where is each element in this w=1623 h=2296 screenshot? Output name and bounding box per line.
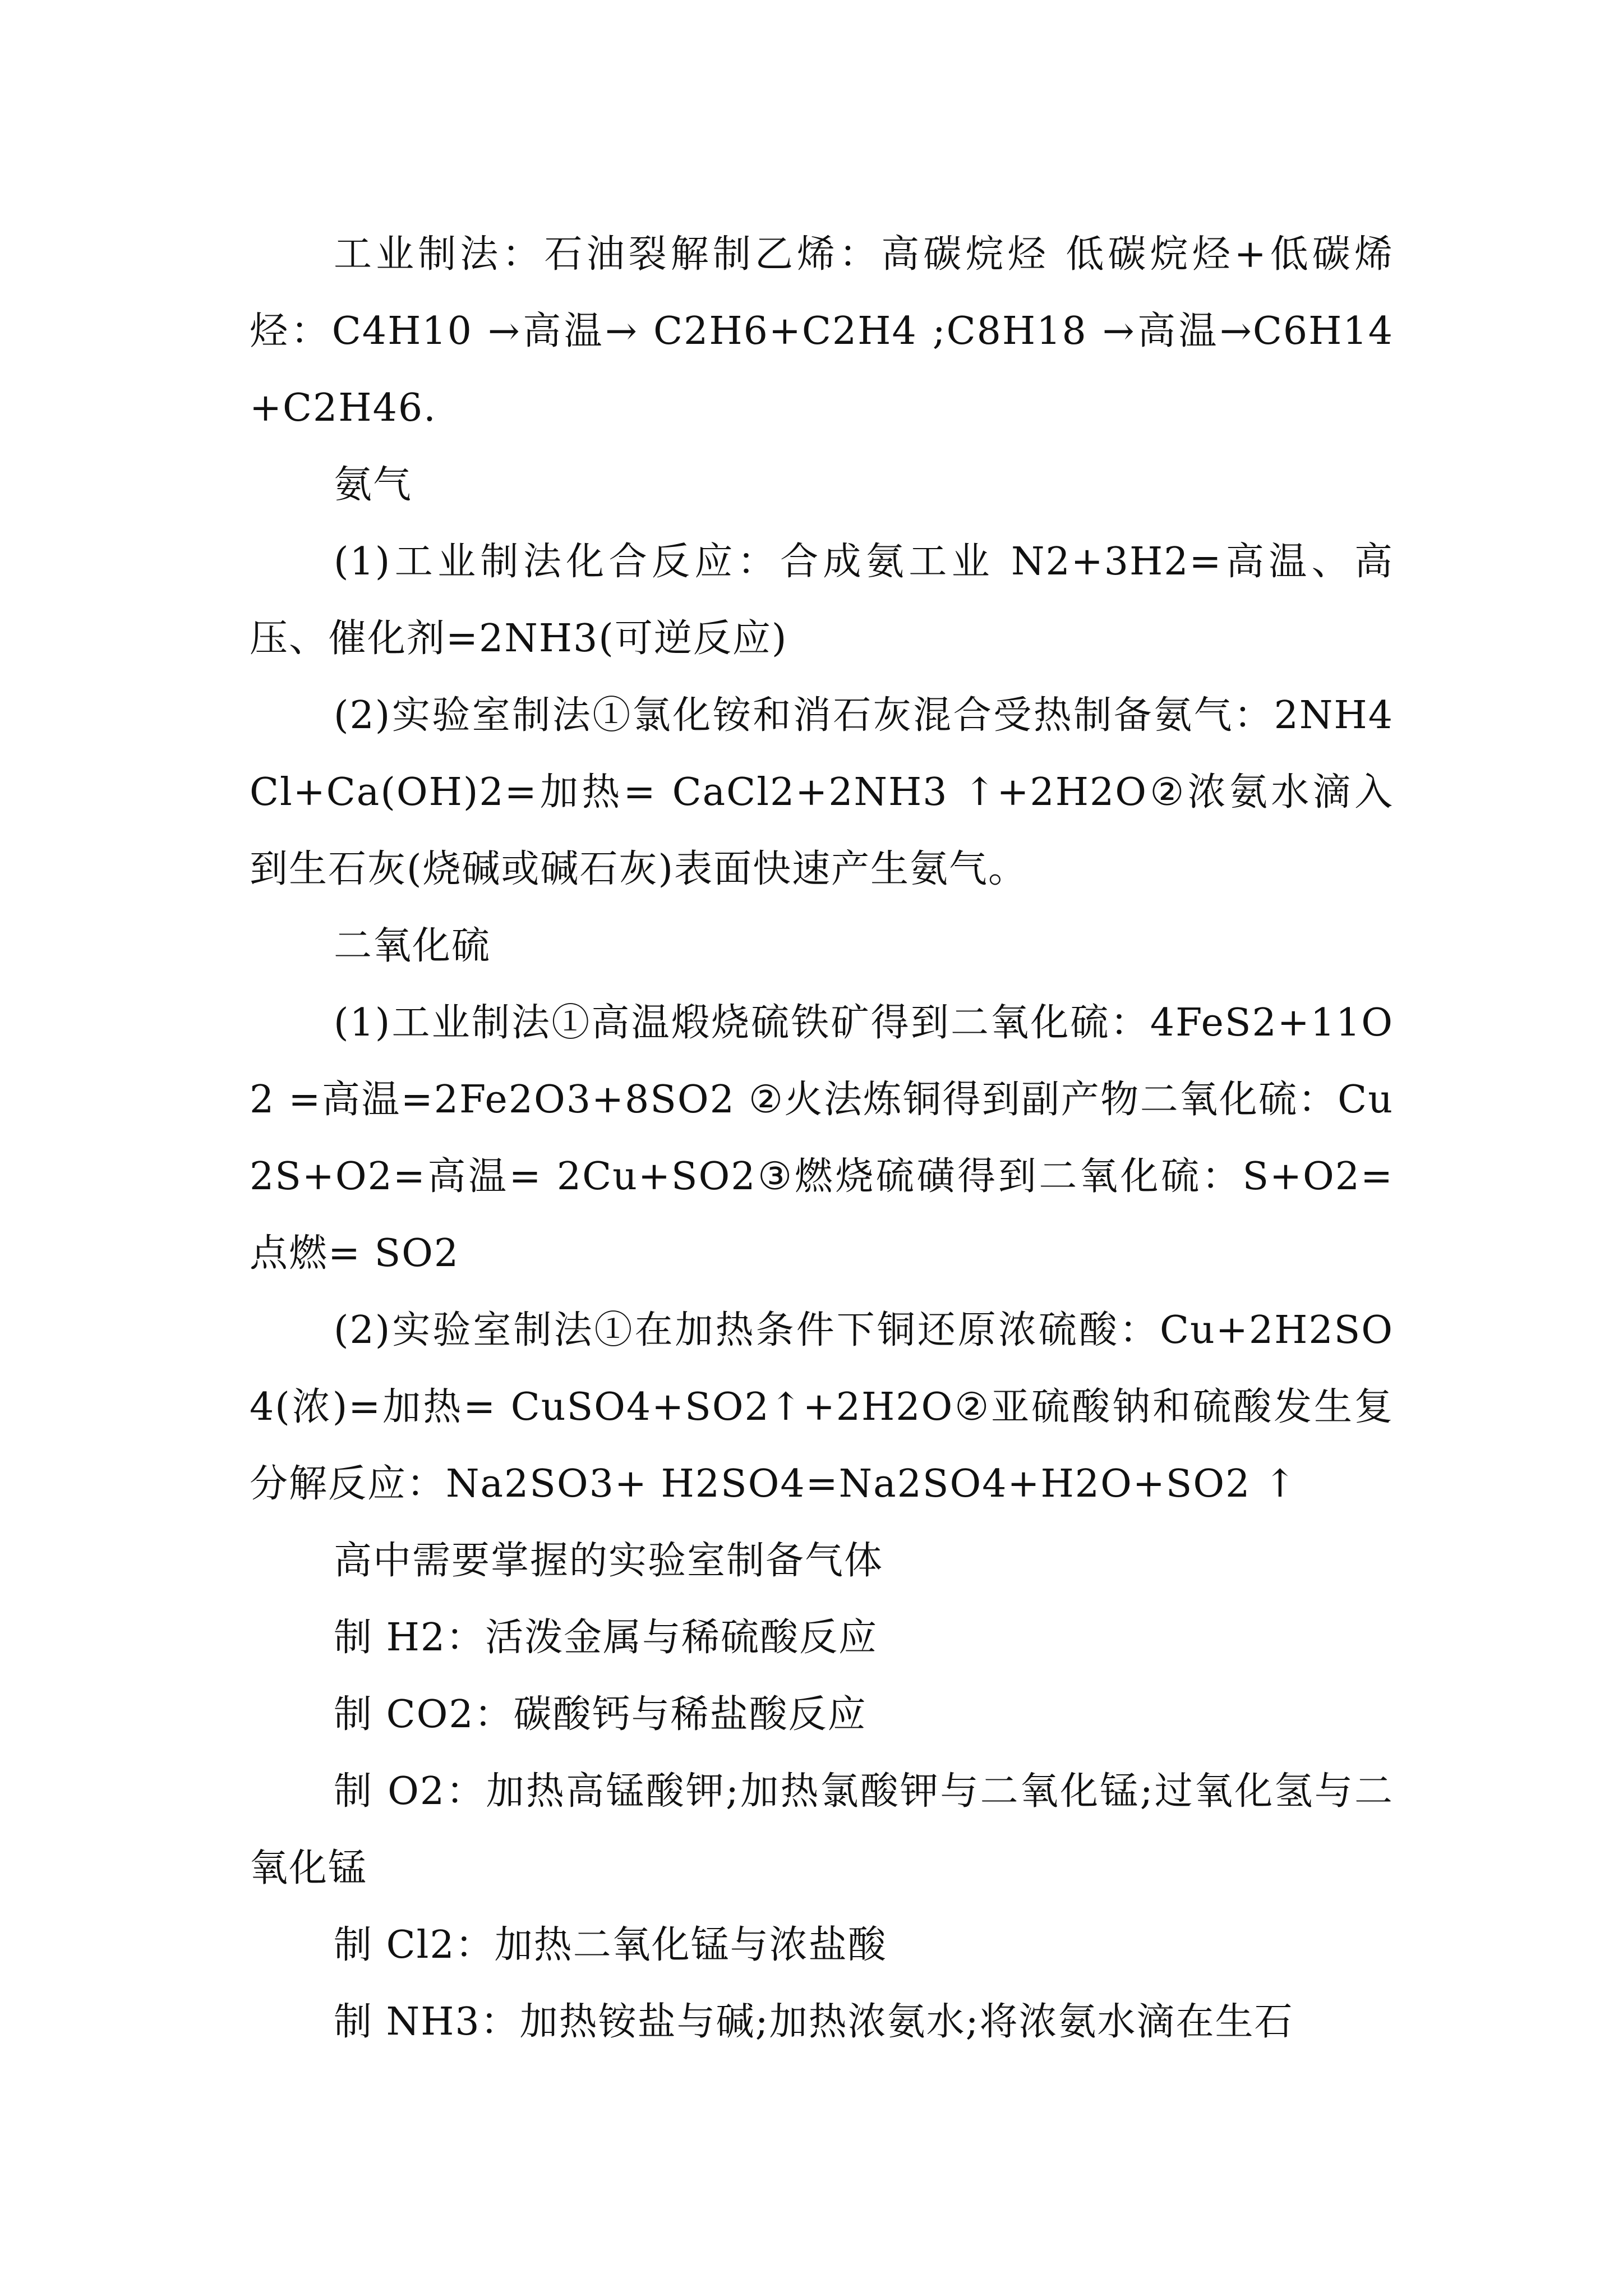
paragraph-cl2-prep: 制 Cl2：加热二氧化锰与浓盐酸 — [334, 1923, 887, 1967]
heading-sulfur-dioxide: 二氧化硫 — [334, 924, 491, 968]
paragraph-o2-prep: 制 O2：加热高锰酸钾;加热氯酸钾与二氧化锰;过氧化氢与二氧化锰 — [250, 1769, 1394, 1890]
document-body — [250, 216, 1394, 2060]
paragraph-so2-lab: (2)实验室制法①在加热条件下铜还原浓硫酸：Cu+2H2SO4(浓)=加热= CuSO4+SO2↑+2H2O②亚硫酸钠和硫酸发生复分解反应：Na2SO3+ H2SO4=Na2SO4+H2O+SO2 ↑ — [250, 1308, 1394, 1506]
heading-lab-gases: 高中需要掌握的实验室制备气体 — [334, 1539, 884, 1583]
paragraph-co2-prep: 制 CO2：碳酸钙与稀盐酸反应 — [334, 1692, 867, 1737]
paragraph-so2-industrial: (1)工业制法①高温煅烧硫铁矿得到二氧化硫：4FeS2+11O2 =高温=2Fe2O3+8SO2 ②火法炼铜得到副产物二氧化硫：Cu2S+O2=高温= 2Cu+SO2③燃烧硫磺得到二氧化硫：S+O2=点燃= SO2 — [250, 1001, 1394, 1276]
heading-ammonia: 氨气 — [334, 463, 413, 507]
paragraph-ammonia-lab: (2)实验室制法①氯化铵和消石灰混合受热制备氨气：2NH4Cl+Ca(OH)2=加热= CaCl2+2NH3 ↑+2H2O②浓氨水滴入到生石灰(烧碱或碱石灰)表面快速产生氨气。 — [250, 693, 1394, 891]
paragraph-nh3-prep: 制 NH3：加热铵盐与碱;加热浓氨水;将浓氨水滴在生石 — [334, 2000, 1294, 2044]
paragraph-ammonia-industrial: (1)工业制法化合反应：合成氨工业 N2+3H2=高温、高压、催化剂=2NH3(可逆反应) — [250, 540, 1394, 661]
paragraph-h2-prep: 制 H2：活泼金属与稀硫酸反应 — [334, 1616, 878, 1660]
paragraph-industrial-ethylene: 工业制法：石油裂解制乙烯：高碳烷烃 低碳烷烃+低碳烯烃：C4H10 →高温→ C2H6+C2H4 ;C8H18 →高温→C6H14+C2H46. — [250, 232, 1394, 430]
